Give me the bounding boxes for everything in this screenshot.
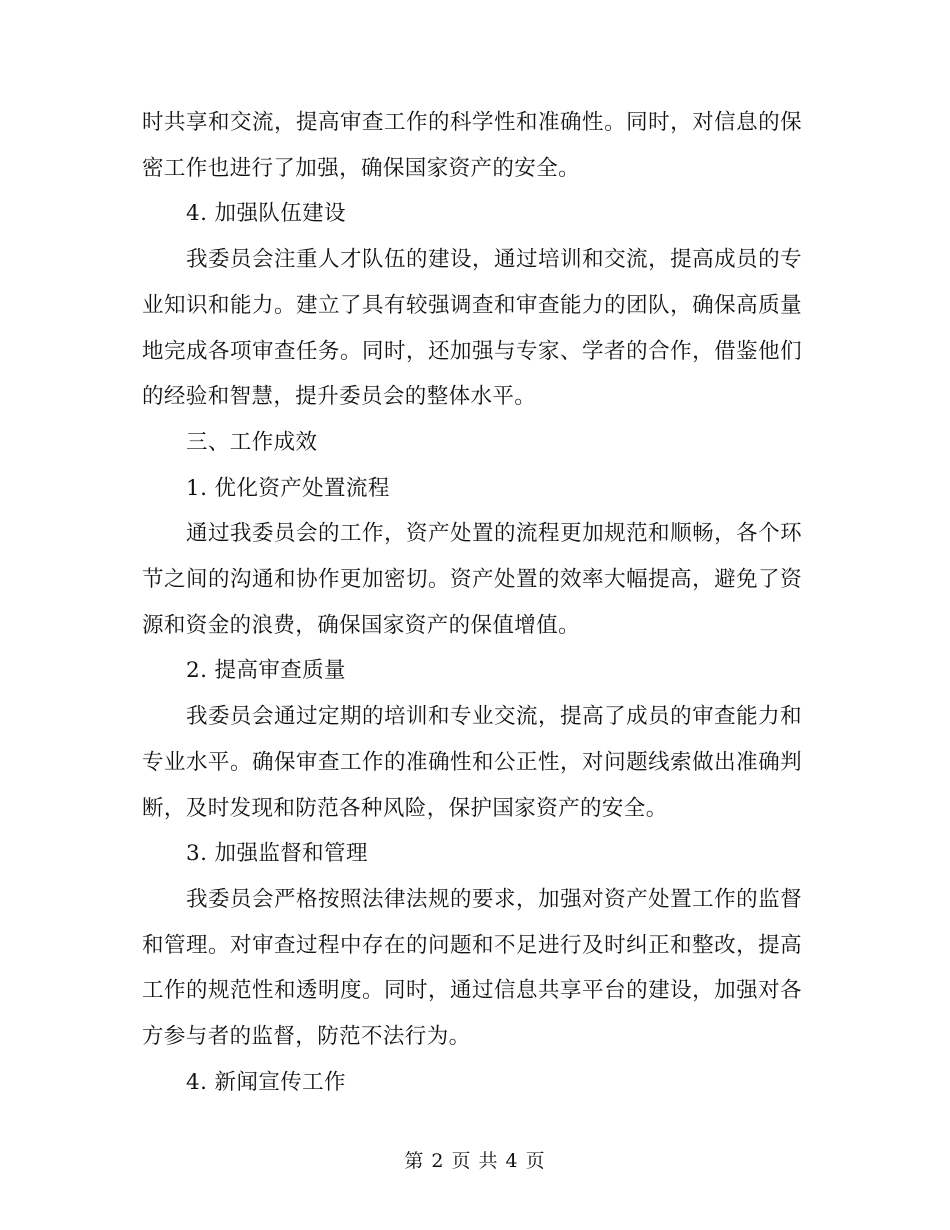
continuation-paragraph: 时共享和交流，提高审查工作的科学性和准确性。同时，对信息的保密工作也进行了加强，确保国家资产的安全。 xyxy=(142,110,802,181)
page-number-footer: 第 2 页 共 4 页 xyxy=(404,1150,546,1172)
body-paragraph: 我委员会注重人才队伍的建设，通过培训和交流，提高成员的专业知识和能力。建立了具有较强调查和审查能力的团队，确保高质量地完成各项审查任务。同时，还加强与专家、学者的合作，借鉴他们的经验和智慧，提升委员会的整体水平。 xyxy=(142,247,802,410)
page-content xyxy=(142,100,802,1105)
chapter-heading: 三、工作成效 xyxy=(186,429,318,455)
section-heading: 4. 新闻宣传工作 xyxy=(186,1069,346,1095)
section-heading: 2. 提高审查质量 xyxy=(186,658,346,684)
body-paragraph: 通过我委员会的工作，资产处置的流程更加规范和顺畅，各个环节之间的沟通和协作更加密切。资产处置的效率大幅提高，避免了资源和资金的浪费，确保国家资产的保值增值。 xyxy=(142,521,802,638)
body-paragraph: 我委员会通过定期的培训和专业交流，提高了成员的审查能力和专业水平。确保审查工作的准确性和公正性，对问题线索做出准确判断，及时发现和防范各种风险，保护国家资产的安全。 xyxy=(142,704,802,821)
section-heading: 4. 加强队伍建设 xyxy=(186,201,346,227)
section-heading: 1. 优化资产处置流程 xyxy=(186,475,390,501)
body-paragraph: 我委员会严格按照法律法规的要求，加强对资产处置工作的监督和管理。对审查过程中存在的问题和不足进行及时纠正和整改，提高工作的规范性和透明度。同时，通过信息共享平台的建设，加强对各方参与者的监督，防范不法行为。 xyxy=(142,886,802,1050)
section-heading: 3. 加强监督和管理 xyxy=(186,841,368,867)
